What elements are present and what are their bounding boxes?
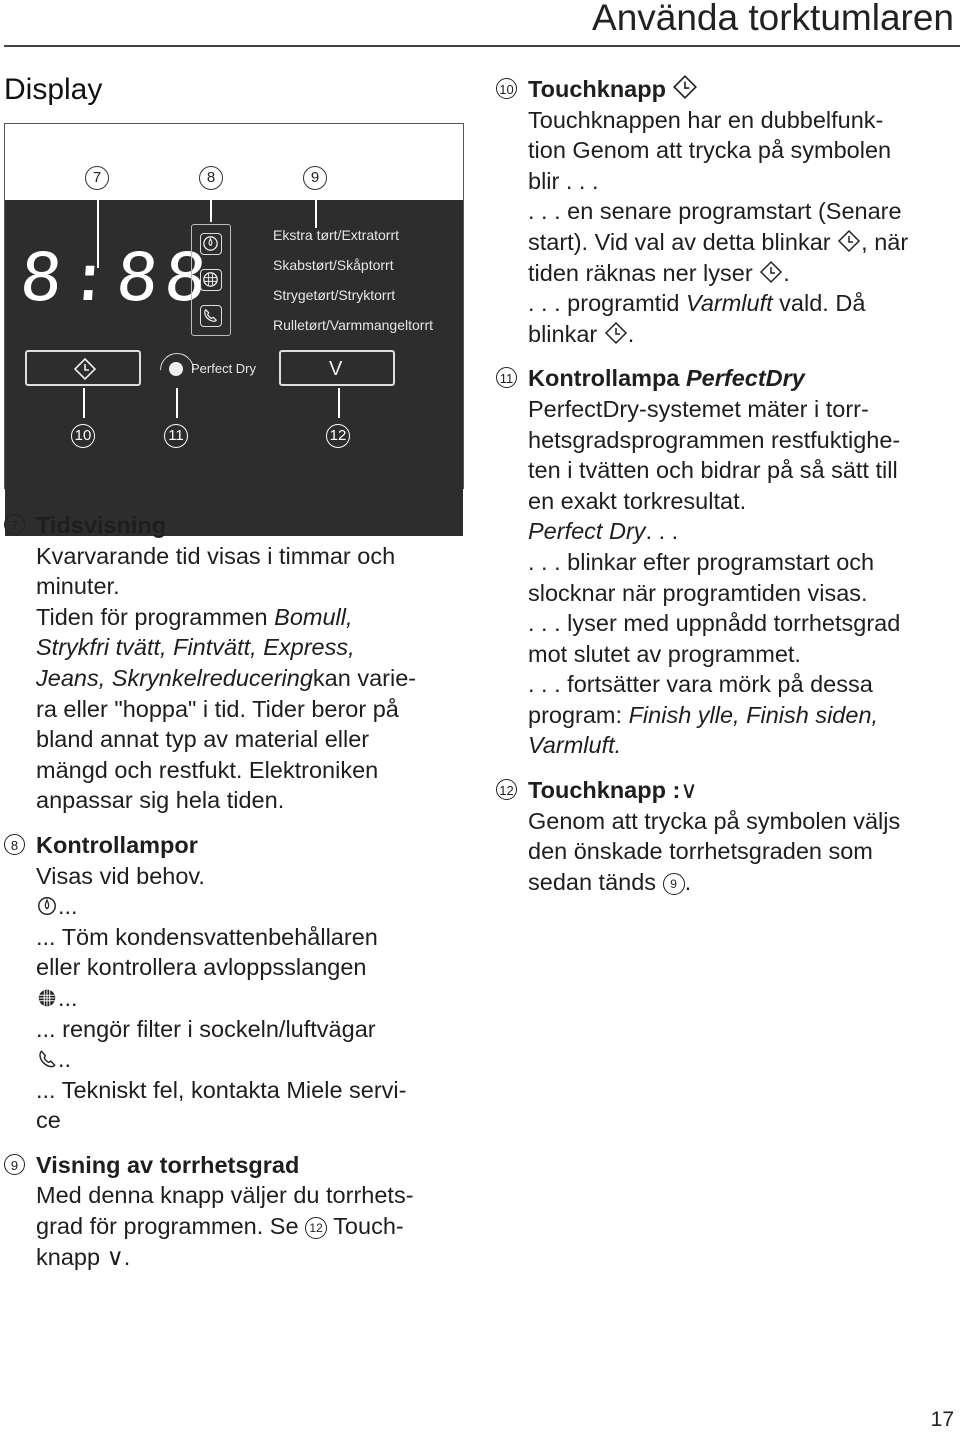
callout-12: 12 — [326, 424, 350, 448]
text-line: hetsgradsprogrammen restfuktighe- — [528, 426, 901, 453]
number-bubble-12: 12 — [496, 779, 517, 800]
dryness-level-4: Rulletørt/Varmmangeltorrt — [273, 317, 434, 333]
dryness-level-1: Ekstra tørt/Extratorrt — [273, 227, 400, 243]
delay-start-button[interactable] — [25, 350, 141, 386]
delay-start-icon — [837, 229, 861, 253]
text-line: sedan tänds 9 . — [528, 868, 692, 895]
text-line: Perfect Dry. . . — [528, 518, 679, 545]
text-line: ... — [36, 891, 460, 922]
item-title: Tidsvisning — [36, 512, 167, 538]
time-display: 8:88 — [17, 239, 216, 316]
callout-9: 9 — [303, 166, 327, 190]
perfect-dry-label: Perfect Dry — [191, 361, 257, 376]
filter-icon — [200, 269, 222, 291]
delay-start-icon — [73, 357, 97, 381]
text-line: . . . programtid Varmluft vald. Då — [528, 290, 866, 317]
page-number: 17 — [930, 1408, 954, 1431]
number-bubble-11: 11 — [496, 367, 517, 388]
text-line: mängd och restfukt. Elektroniken — [36, 756, 379, 783]
text-line: program: Finish ylle, Finish siden, — [528, 701, 879, 728]
item-title: Kontrollampor — [36, 831, 198, 858]
text-line: Tiden för programmen Bomull, — [36, 603, 353, 630]
leader-line-12 — [338, 388, 340, 418]
item-9-dryness-display — [4, 1150, 460, 1272]
text-line: ... Tekniskt fel, kontakta Miele servi- — [36, 1076, 407, 1103]
text-line: blir . . . — [528, 167, 599, 194]
number-bubble-8: 8 — [4, 834, 25, 855]
reference-bubble-12: 12 — [305, 1217, 327, 1239]
section-title: Display — [4, 73, 103, 106]
text-line: slocknar när programtiden visas. — [528, 579, 868, 606]
text-line: eller kontrollera avloppsslangen — [36, 954, 367, 981]
item-12-touch-button-down — [496, 775, 956, 897]
page-header-title: Använda torktumlaren — [592, 0, 954, 38]
control-panel-screen — [5, 200, 463, 536]
text-line: Jeans, Skrynkelreduceringkan varie- — [36, 664, 417, 691]
text-line: Genom att trycka på symbolen väljs — [528, 807, 901, 834]
number-bubble-7: 7 — [4, 514, 25, 535]
callout-10: 10 — [71, 424, 95, 448]
text-line: knapp ∨. — [36, 1243, 131, 1270]
number-bubble-9: 9 — [4, 1154, 25, 1175]
text-line: grad för programmen. Se 12 Touch- — [36, 1213, 404, 1240]
text-line: Kvarvarande tid visas i timmar och — [36, 542, 396, 569]
indicator-lamp-group — [191, 224, 231, 336]
delay-start-icon — [759, 260, 783, 284]
text-line: ce — [36, 1107, 61, 1134]
text-line: ten i tvätten och bidrar på så sätt till — [528, 457, 898, 484]
item-title: Visning av torrhetsgrad — [36, 1151, 300, 1178]
text-line: . . . en senare programstart (Senare — [528, 198, 902, 225]
text-line: Visas vid behov. — [36, 862, 205, 889]
dryness-level-2: Skabstørt/Skåptorrt — [273, 257, 394, 273]
header-divider — [4, 45, 960, 47]
drain-water-icon — [200, 233, 222, 255]
display-panel-illustration — [4, 123, 464, 489]
text-line: den önskade torrhetsgraden som — [528, 838, 873, 865]
text-line: Strykfri tvätt, Fintvätt, Express, — [36, 634, 355, 661]
delay-start-icon — [604, 321, 628, 345]
item-10-touch-button — [496, 74, 956, 349]
text-line: ... — [36, 983, 460, 1014]
service-icon — [36, 1048, 58, 1070]
text-line: mot slutet av programmet. — [528, 640, 801, 667]
text-line: .. — [36, 1044, 460, 1075]
leader-line-10 — [83, 388, 85, 418]
drain-water-icon — [36, 895, 58, 917]
text-line: bland annat typ av material eller — [36, 726, 370, 753]
item-title: Touchknapp — [528, 74, 956, 105]
item-title: Touchknapp :∨ — [528, 777, 698, 804]
text-line: ... rengör filter i sockeln/luftvägar — [36, 1015, 376, 1042]
text-line: Med denna knapp väljer du torrhets- — [36, 1182, 414, 1209]
text-line: PerfectDry-systemet mäter i torr- — [528, 395, 869, 422]
chevron-down-icon: ∨ — [106, 1243, 124, 1270]
leader-line-8 — [210, 200, 212, 222]
text-line: en exakt torkresultat. — [528, 487, 747, 514]
left-column — [4, 510, 460, 1272]
text-line: . . . blinkar efter programstart och — [528, 548, 875, 575]
perfect-dry-lamp — [169, 362, 183, 376]
filter-icon — [36, 987, 58, 1009]
text-line: start). Vid val av detta blinkar , när — [528, 228, 909, 255]
callout-7: 7 — [85, 166, 109, 190]
callout-8: 8 — [199, 166, 223, 190]
dryness-down-button[interactable] — [279, 350, 395, 386]
dryness-level-3: Strygetørt/Stryktorrt — [273, 287, 396, 303]
text-line: ra eller "hoppa" i tid. Tider beror på — [36, 695, 399, 722]
delay-start-icon — [672, 74, 698, 100]
item-11-perfectdry-lamp — [496, 363, 956, 761]
text-line: tiden räknas ner lyser . — [528, 259, 790, 286]
reference-bubble-9: 9 — [663, 873, 685, 895]
item-7-time-display — [4, 510, 460, 816]
chevron-down-icon: ∨ — [680, 777, 698, 804]
text-line: Touchknappen har en dubbelfunk- — [528, 106, 884, 133]
text-line: Varmluft. — [528, 732, 622, 759]
text-line: . . . fortsätter vara mörk på dessa — [528, 671, 873, 698]
text-line: tion Genom att trycka på symbolen — [528, 137, 892, 164]
leader-line-9 — [315, 200, 317, 228]
text-line: blinkar . — [528, 320, 635, 347]
leader-line-11 — [176, 388, 178, 418]
text-line: minuter. — [36, 573, 120, 600]
callout-11: 11 — [164, 424, 188, 448]
item-8-indicator-lamps — [4, 830, 460, 1136]
text-line: anpassar sig hela tiden. — [36, 787, 285, 814]
text-line: ... Töm kondensvattenbehållaren — [36, 923, 378, 950]
number-bubble-10: 10 — [496, 78, 517, 99]
chevron-down-icon: V — [329, 358, 343, 380]
right-column — [496, 74, 956, 897]
service-icon — [200, 305, 222, 327]
text-line: . . . lyser med uppnådd torrhetsgrad — [528, 610, 901, 637]
item-title: Kontrollampa PerfectDry — [528, 365, 805, 392]
